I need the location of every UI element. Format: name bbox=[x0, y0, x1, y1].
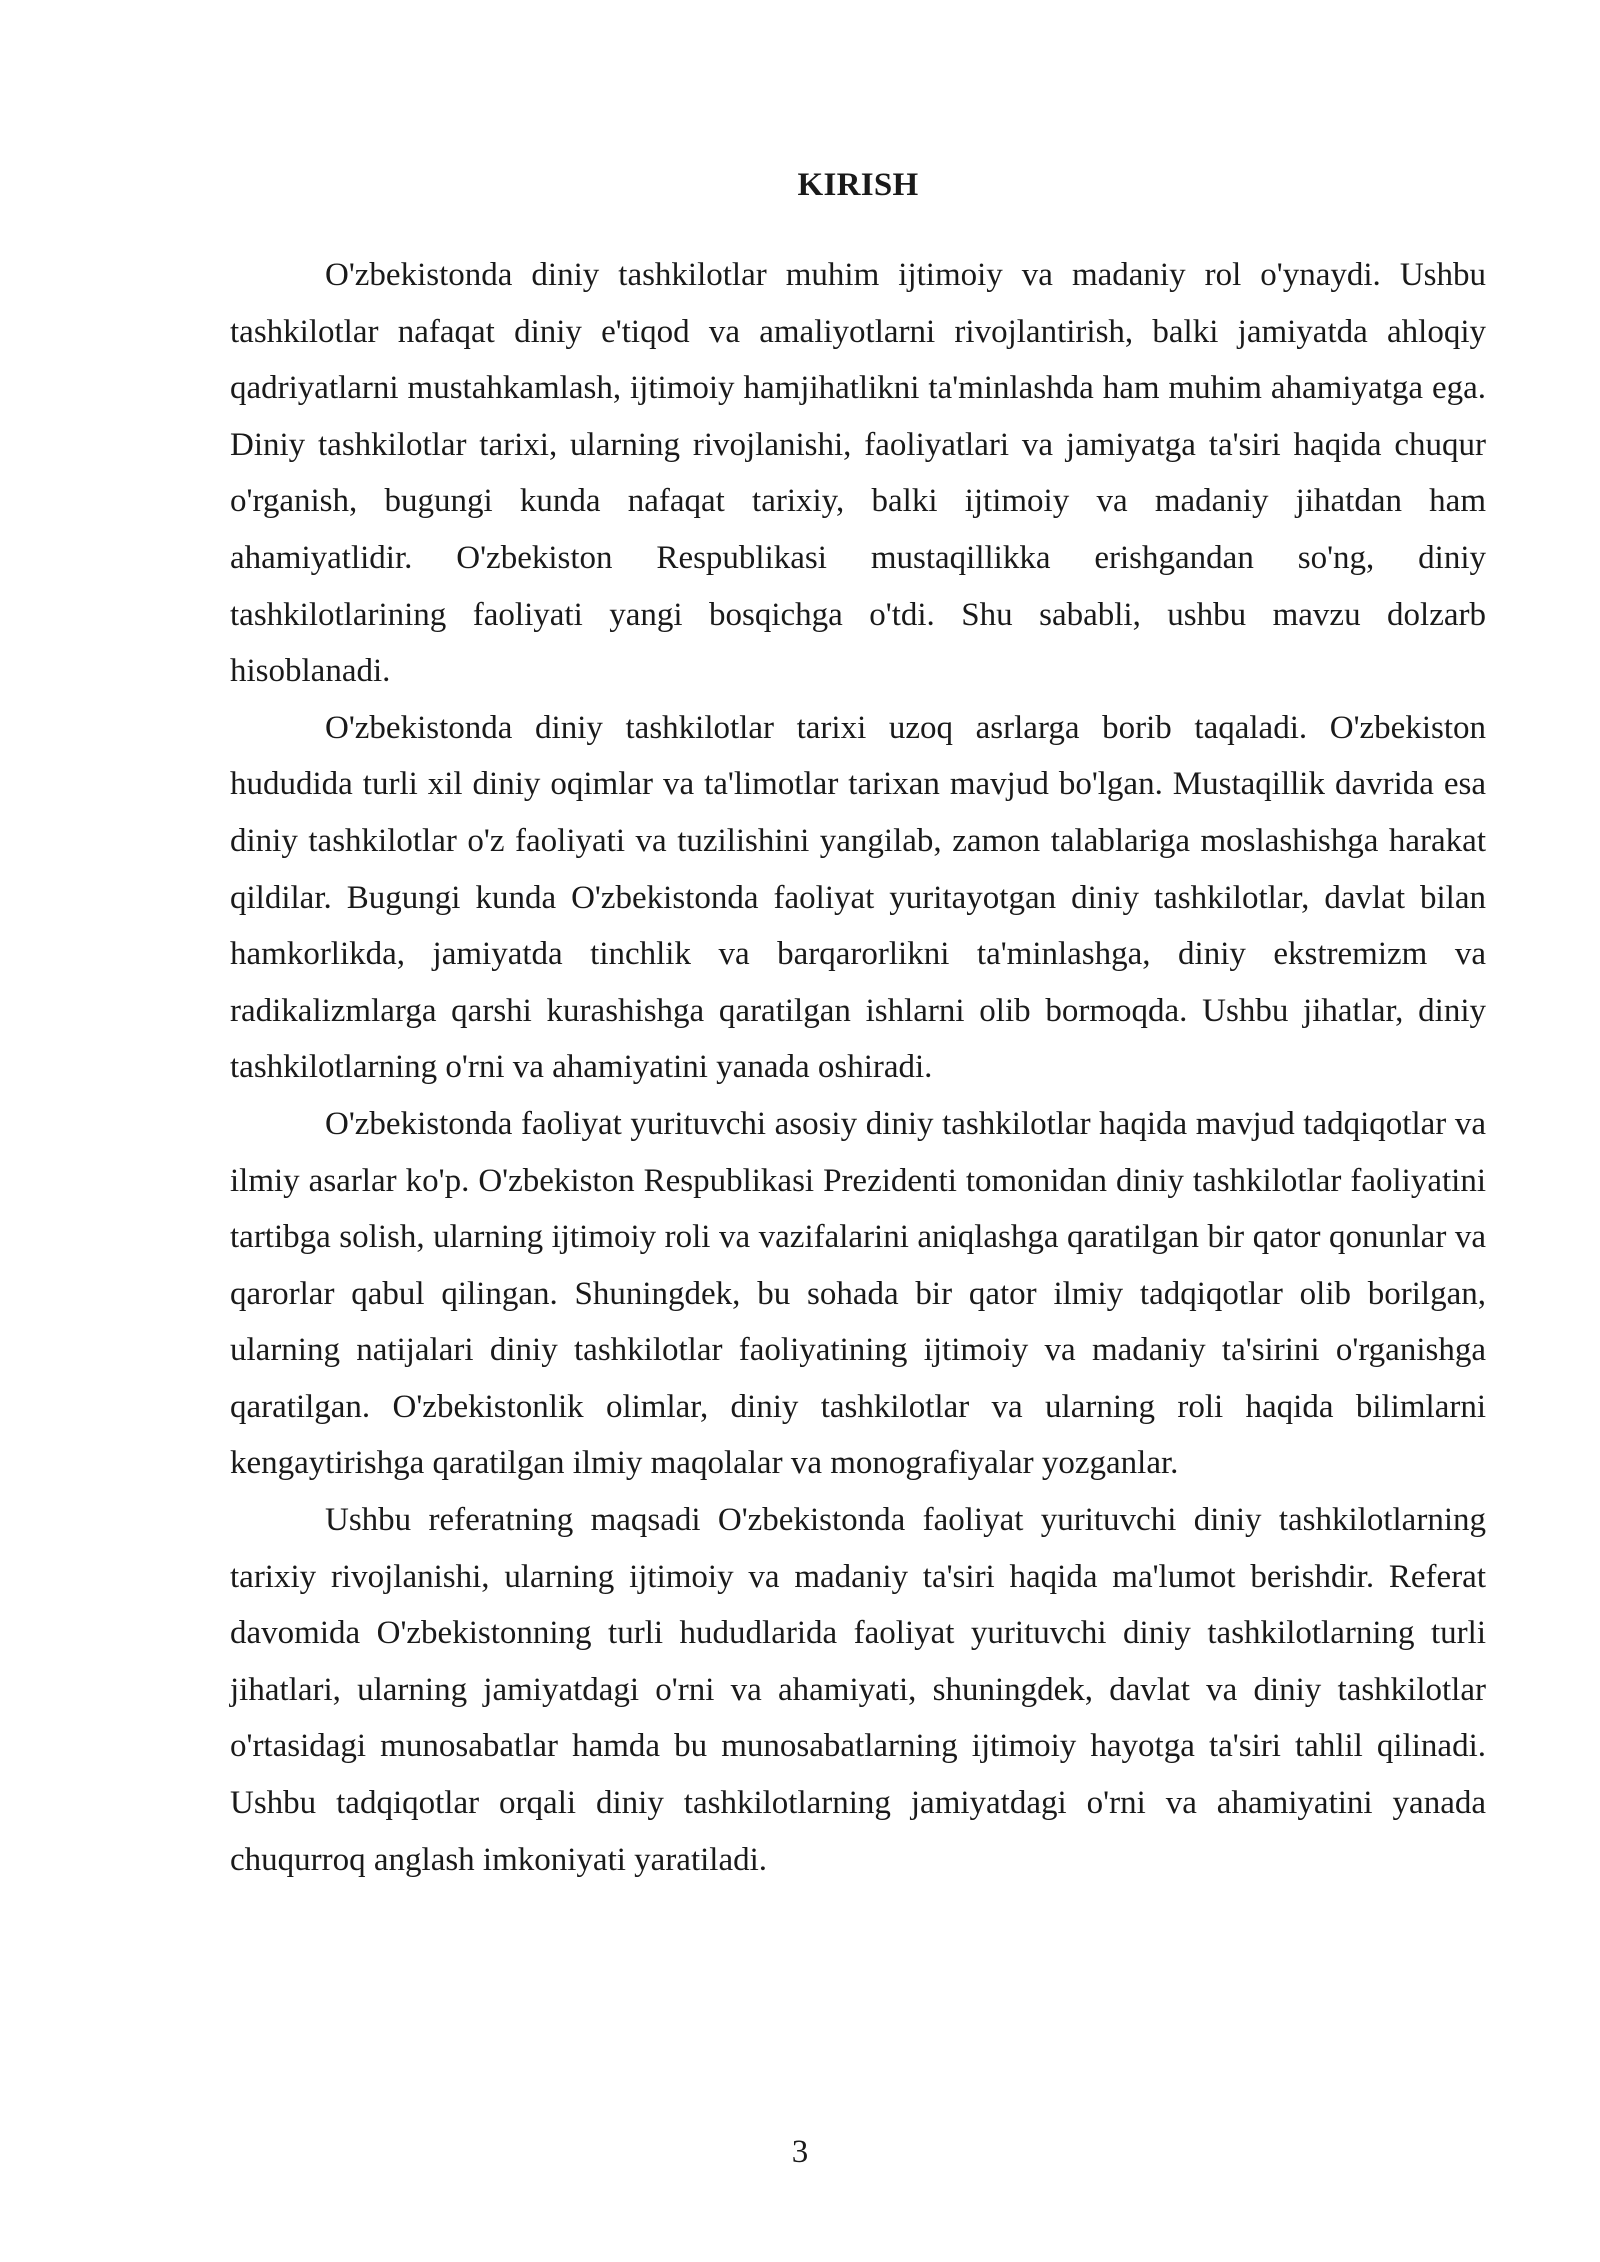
paragraph-1: O'zbekistonda diniy tashkilotlar muhim ijtimoiy va madaniy rol o'ynaydi. Ushbu tashkilotlar nafaqat diniy e'tiqod va amaliyotlarni rivojlantirish, balki jamiyatda ahloqiy qadriyatlarni mustahkamlash, ijtimoiy hamjihatlikni ta'minlashda ham muhim ahamiyatga ega. Diniy tashkilotlar tarixi, ularning rivojlanishi, faoliyatlari va jamiyatga ta'siri haqida chuqur o'rganish, bugungi kunda nafaqat tarixiy, balki ijtimoiy va madaniy jihatdan ham ahamiyatlidir. O'zbekiston Respublikasi mustaqillikka erishgandan so'ng, diniy tashkilotlarining faoliyati yangi bosqichga o'tdi. Shu sababli, ushbu mavzu dolzarb hisoblanadi. bbox=[230, 257, 1486, 690]
paragraph-4: Ushbu referatning maqsadi O'zbekistonda faoliyat yurituvchi diniy tashkilotlarning tarixiy rivojlanishi, ularning ijtimoiy va madaniy ta'siri haqida ma'lumot berishdir. Referat davomida O'zbekistonning turli hududlarida faoliyat yurituvchi diniy tashkilotlarning turli jihatlari, ularning jamiyatdagi o'rni va ahamiyati, shuningdek, davlat va diniy tashkilotlar o'rtasidagi munosabatlar hamda bu munosabatlarning ijtimoiy hayotga ta'siri tahlil qilinadi. Ushbu tadqiqotlar orqali diniy tashkilotlarning jamiyatdagi o'rni va ahamiyatini yanada chuqurroq anglash imkoniyati yaratiladi. bbox=[230, 1502, 1486, 1878]
paragraph-3: O'zbekistonda faoliyat yurituvchi asosiy diniy tashkilotlar haqida mavjud tadqiqotlar va ilmiy asarlar ko'p. O'zbekiston Respublikasi Prezidenti tomonidan diniy tashkilotlar faoliyatini tartibga solish, ularning ijtimoiy roli va vazifalarini aniqlashga qaratilgan bir qator qonunlar va qarorlar qabul qilingan. Shuningdek, bu sohada bir qator ilmiy tadqiqotlar olib borilgan, ularning natijalari diniy tashkilotlar faoliyatining ijtimoiy va madaniy ta'sirini o'rganishga qaratilgan. O'zbekistonlik olimlar, diniy tashkilotlar va ularning roli haqida bilimlarni kengaytirishga qaratilgan ilmiy maqolalar va monografiyalar yozganlar. bbox=[230, 1105, 1486, 1482]
body-text bbox=[230, 247, 1486, 1888]
paragraph-2: O'zbekistonda diniy tashkilotlar tarixi uzoq asrlarga borib taqaladi. O'zbekiston hududida turli xil diniy oqimlar va ta'limotlar tarixan mavjud bo'lgan. Mustaqillik davrida esa diniy tashkilotlar o'z faoliyati va tuzilishini yangilab, zamon talablariga moslashishga harakat qildilar. Bugungi kunda O'zbekistonda faoliyat yuritayotgan diniy tashkilotlar, davlat bilan hamkorlikda, jamiyatda tinchlik va barqarorlikni ta'minlashga, diniy ekstremizm va radikalizmlarga qarshi kurashishga qaratilgan ishlarni olib bormoqda. Ushbu jihatlar, diniy tashkilotlarning o'rni va ahamiyatini yanada oshiradi. bbox=[230, 709, 1486, 1086]
page-title: KIRISH bbox=[797, 167, 919, 203]
page-number: 3 bbox=[791, 2134, 809, 2170]
